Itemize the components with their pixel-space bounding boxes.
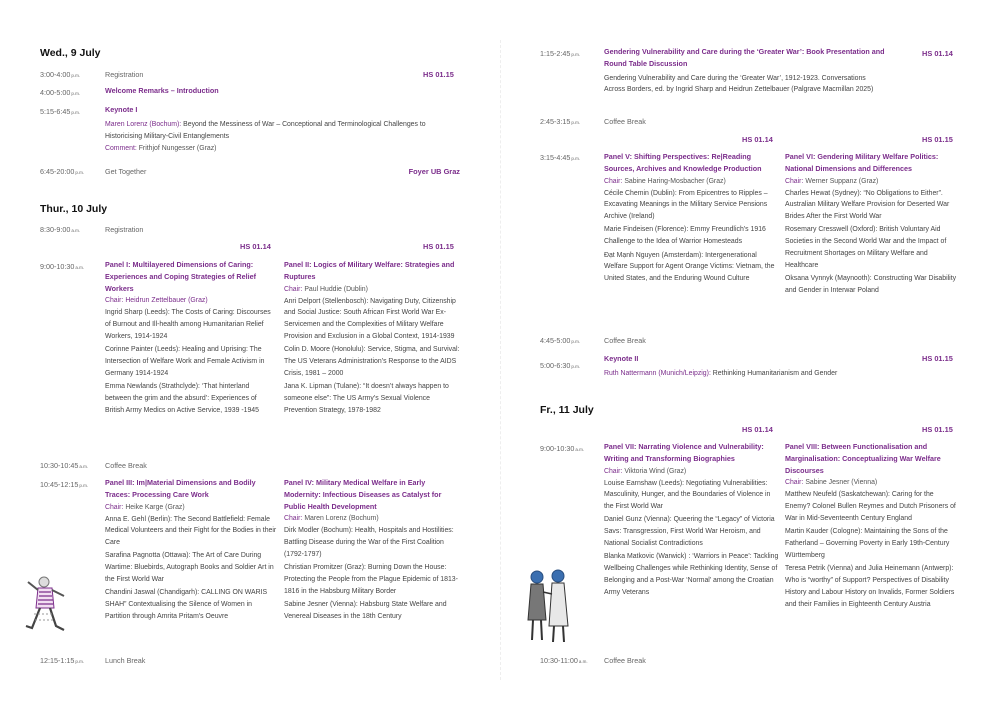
time-coffee-1: 10:30-10:45a.m.: [40, 461, 89, 470]
panel-4-title: Panel IV: Military Medical Welfare in Early Modernity: Infectious Diseases as Catalyst for Public Health Development: [284, 478, 442, 511]
panel-1-chair: Chair: Heidrun Zettelbauer (Graz): [105, 297, 208, 305]
room-keynote-2: HS 01.15: [922, 354, 953, 363]
dancer-illustration: [22, 574, 70, 636]
lunch-break-label: Lunch Break: [105, 656, 146, 665]
get-together-label: Get Together: [105, 167, 147, 176]
time-lunch: 12:15-1:15p.m.: [40, 656, 85, 665]
time-keynote-2: 5:00-6:30p.m.: [540, 361, 581, 370]
panel-3: [105, 477, 277, 624]
room-panel-6: HS 01.15: [922, 135, 953, 144]
day-heading-fri: Fr., 11 July: [540, 404, 594, 416]
panel-1-talk: Emma Newlands (Strathclyde): ‘That hinterland between the grim and the absurd’: Experiences of British Army Medics on Active Service, 1939 -1945: [105, 383, 259, 414]
panel-2-talk: Jana K. Lipman (Tulane): “It doesn’t always happen to someone else”: The US Army’s Sexual Violence Prevention Strategy, 1978-1982: [284, 383, 449, 414]
keynote-1-block: [105, 104, 460, 152]
panel-4-chair: Chair: Maren Lorenz (Bochum): [284, 515, 379, 523]
panel-4-talk: Dirk Modler (Bochum): Health, Hospitals and Hostilities: Battling Disease during the War of the First Coalition (1792-1797): [284, 527, 454, 558]
panel-8-talk: Martin Kauder (Cologne): Maintaining the Sons of the Fatherland – Governing Poverty in Early 19th-Century Württemberg: [785, 528, 950, 559]
panel-4-talk: Sabine Jesner (Vienna): Habsburg State Welfare and Venereal Diseases in the 18th Century: [284, 601, 447, 620]
time-registration-2: 8:30-9:00a.m.: [40, 225, 81, 234]
panel-6-talk: Rosemary Cresswell (Oxford): British Voluntary Aid Societies in the Second World War and the Impact of Recruitment Shortages on Military Welfare and Healthcare: [785, 226, 947, 269]
keynote-2-title: Keynote II: [604, 354, 639, 363]
time-welcome: 4:00-5:00p.m.: [40, 88, 81, 97]
room-book: HS 01.14: [922, 49, 953, 58]
panel-3-talk: Chandini Jaswal (Chandigarh): CALLING ON WARIS SHAH” Contextualising the Silence of Women in Partition through Amrita Pritam's Oeuvre: [105, 589, 268, 620]
coffee-break-label: Coffee Break: [604, 117, 646, 126]
panel-8: [785, 441, 959, 612]
panel-1-talk: Ingrid Sharp (Leeds): The Costs of Caring: Discourses of Burnout and Ill-health among Humanitarian Relief Workers, 1914-1924: [105, 309, 271, 340]
panel-1-title: Panel I: Multilayered Dimensions of Caring: Experiences and Coping Strategies of Relief Workers: [105, 260, 256, 293]
panel-2: [284, 259, 460, 418]
panel-7-title: Panel VII: Narrating Violence and Vulnerability: Writing and Transforming Biographies: [604, 442, 764, 463]
panel-8-talk: Teresa Petrik (Vienna) and Julia Heinemann (Antwerp): Who is “worthy” of Support? Perspectives of Disability History and Labour History on Invalids, Former Soldiers and their Families in Eighteenth Century Austria: [785, 565, 955, 608]
time-registration: 3:00-4:00p.m.: [40, 70, 81, 79]
room-panel-1: HS 01.14: [240, 242, 271, 251]
panel-5: [604, 151, 778, 286]
panel-5-talk: Đạt Mạnh Nguyen (Amsterdam): Intergenerational Welfare Support for Agent Orange Victims: Vietnam, the United States, and the Enduring Wound Culture: [604, 251, 775, 283]
panel-7: [604, 441, 780, 600]
coffee-break-label: Coffee Break: [105, 461, 147, 470]
book-presentation-description: Gendering Vulnerability and Care during the ‘Greater War’, 1912-1923. Conversations Across Borders, ed. by Ingrid Sharp and Heidrun Zettelbauer (Palgrave Macmillan 2025): [604, 74, 874, 94]
panel-6-chair: Chair: Werner Suppanz (Graz): [785, 177, 879, 185]
room-panel-8: HS 01.15: [922, 425, 953, 434]
panel-3-talk: Anna E. Gehl (Berlin): The Second Battlefield: Female Medical Volunteers and their Fight for the Bodies in their Care: [105, 515, 277, 547]
panel-7-talk: Blanka Matkovic (Warwick) : ‘Warriors in Peace’: Tackling Wellbeing Challenges while Rethinking Identity, Sense of Belonging and a Post-War ‘Normal’ among the Croatian Army Veterans: [604, 553, 779, 596]
figures-illustration: [522, 568, 574, 644]
panel-6-title: Panel VI: Gendering Military Welfare Politics: National Dimensions and Differences: [785, 152, 939, 173]
panel-5-talk: Cécile Chemin (Dublin): From Epicentres to Ripples – Excavating Meanings in the Military Service Pensions Archive (Ireland): [604, 189, 768, 221]
panel-5-chair: Chair: Sabine Haring-Mosbacher (Graz): [604, 177, 726, 185]
panel-2-talk: Anri Delport (Stellenbosch): Navigating Duty, Citizenship and Social Justice: South African First World War Ex-Servicemen and the Complexities of Military Welfare Provision and Exclusion in a Global Context, 1914-1939: [284, 297, 456, 340]
time-slot-4: 9:00-10:30a.m.: [540, 444, 585, 453]
panel-1: [105, 259, 277, 418]
coffee-break-label: Coffee Break: [604, 656, 646, 665]
time-get-together: 6:45-20:00p.m.: [40, 167, 85, 176]
panel-2-chair: Chair: Paul Huddie (Dublin): [284, 285, 368, 293]
keynote-1-title: Keynote I: [105, 105, 138, 114]
panel-4-talk: Christian Promitzer (Graz): Burning Down the House: Protecting the People from the Plague Epidemic of 1813-1816 in the Habsburg Military Border: [284, 564, 458, 595]
panel-8-title: Panel VIII: Between Functionalisation and Marginalisation: Conceptualizing War Welfare Discourses: [785, 442, 941, 475]
time-coffee-2: 2:45-3:15p.m.: [540, 117, 581, 126]
time-slot-1: 9:00-10:30a.m.: [40, 262, 85, 271]
keynote-2-talk: Ruth Nattermann (Munich/Leipzig): Rethinking Humanitarianism and Gender: [604, 370, 838, 377]
book-presentation: [604, 46, 909, 96]
room-panel-5: HS 01.14: [742, 135, 773, 144]
registration-label: Registration: [105, 70, 144, 79]
panel-2-talk: Colin D. Moore (Honolulu): Service, Stigma, and Survival: The US Veterans Administration’s Response to the AIDS Crisis, 1981 – 2000: [284, 346, 460, 377]
keynote-1-comment: Comment: Frithjof Nungesser (Graz): [105, 145, 217, 153]
time-book-presentation: 1:15-2:45p.m.: [540, 49, 581, 58]
panel-8-chair: Chair: Sabine Jesner (Vienna): [785, 479, 878, 487]
room-panel-7: HS 01.14: [742, 425, 773, 434]
panel-3-chair: Chair: Heike Karge (Graz): [105, 503, 185, 511]
panel-5-title: Panel V: Shifting Perspectives: Re|Reading Sources, Archives and Knowledge Production: [604, 152, 762, 173]
panel-3-title: Panel III: Im|Material Dimensions and Bodily Traces: Processing Care Work: [105, 478, 256, 499]
day-heading-thur: Thur., 10 July: [40, 203, 108, 215]
panel-1-talk: Corinne Painter (Leeds): Healing and Uprising: The Intersection of Welfare Work and Female Activism in Germany 1914-1924: [105, 346, 265, 377]
panel-7-talk: Daniel Gunz (Vienna): Queering the “Legacy” of Victoria Savs: Transgression, First World War Heroism, and National Socialist Contradictions: [604, 516, 775, 548]
time-coffee-4: 10:30-11:00a.m.: [540, 656, 588, 665]
panel-7-chair: Chair: Viktoria Wind (Graz): [604, 467, 687, 475]
panel-6-talk: Oksana Vynnyk (Maynooth): Constructing War Disability and Gender in Interwar Poland: [785, 275, 957, 294]
time-keynote-1: 5:15-6:45p.m.: [40, 107, 81, 116]
time-slot-3: 3:15-4:45p.m.: [540, 153, 581, 162]
room-label: HS 01.15: [423, 70, 454, 79]
day-heading-wed: Wed., 9 July: [40, 47, 101, 59]
panel-4: [284, 477, 460, 624]
room-panel-2: HS 01.15: [423, 242, 454, 251]
page-divider: [500, 40, 501, 680]
registration-label-2: Registration: [105, 225, 144, 234]
panel-6: [785, 151, 959, 298]
panel-6-talk: Charles Hewat (Sydney): “No Obligations to Either”. Australian Military Welfare Provision for Deserted War Brides After the First World War: [785, 189, 950, 221]
panel-2-title: Panel II: Logics of Military Welfare: Strategies and Ruptures: [284, 260, 455, 281]
coffee-break-label: Coffee Break: [604, 336, 646, 345]
panel-5-talk: Marie Findeisen (Florence): Emmy Freundlich’s 1916 Challenge to the Idea of Warrior Homesteads: [604, 226, 766, 246]
time-coffee-3: 4:45-5:00p.m.: [540, 336, 581, 345]
welcome-title: Welcome Remarks – Introduction: [105, 86, 219, 95]
panel-7-talk: Louise Earnshaw (Leeds): Negotiating Vulnerabilities: Masculinity, Hunger, and the Boundaries of Violence in the First World War: [604, 479, 771, 511]
time-slot-2: 10:45-12:15p.m.: [40, 480, 89, 489]
keynote-1-talk: Maren Lorenz (Bochum): Beyond the Messiness of War – Conceptional and Terminological Challenges to Historicising Military-Civil Entanglements: [105, 120, 426, 140]
panel-8-talk: Matthew Neufeld (Saskatchewan): Caring for the Enemy? Colonel Bullen Reymes and Dutch Prisoners of War in Mid-Seventeenth Century England: [785, 491, 956, 522]
venue-label: Foyer UB Graz: [408, 167, 460, 176]
panel-3-talk: Sarafina Pagnotta (Ottawa): The Art of Care During Wartime: Bluebirds, Autograph Books and Soldier Art in the First World War: [105, 552, 274, 584]
book-presentation-title: Gendering Vulnerability and Care during the ‘Greater War’: Book Presentation and Round Table Discussion: [604, 47, 885, 68]
